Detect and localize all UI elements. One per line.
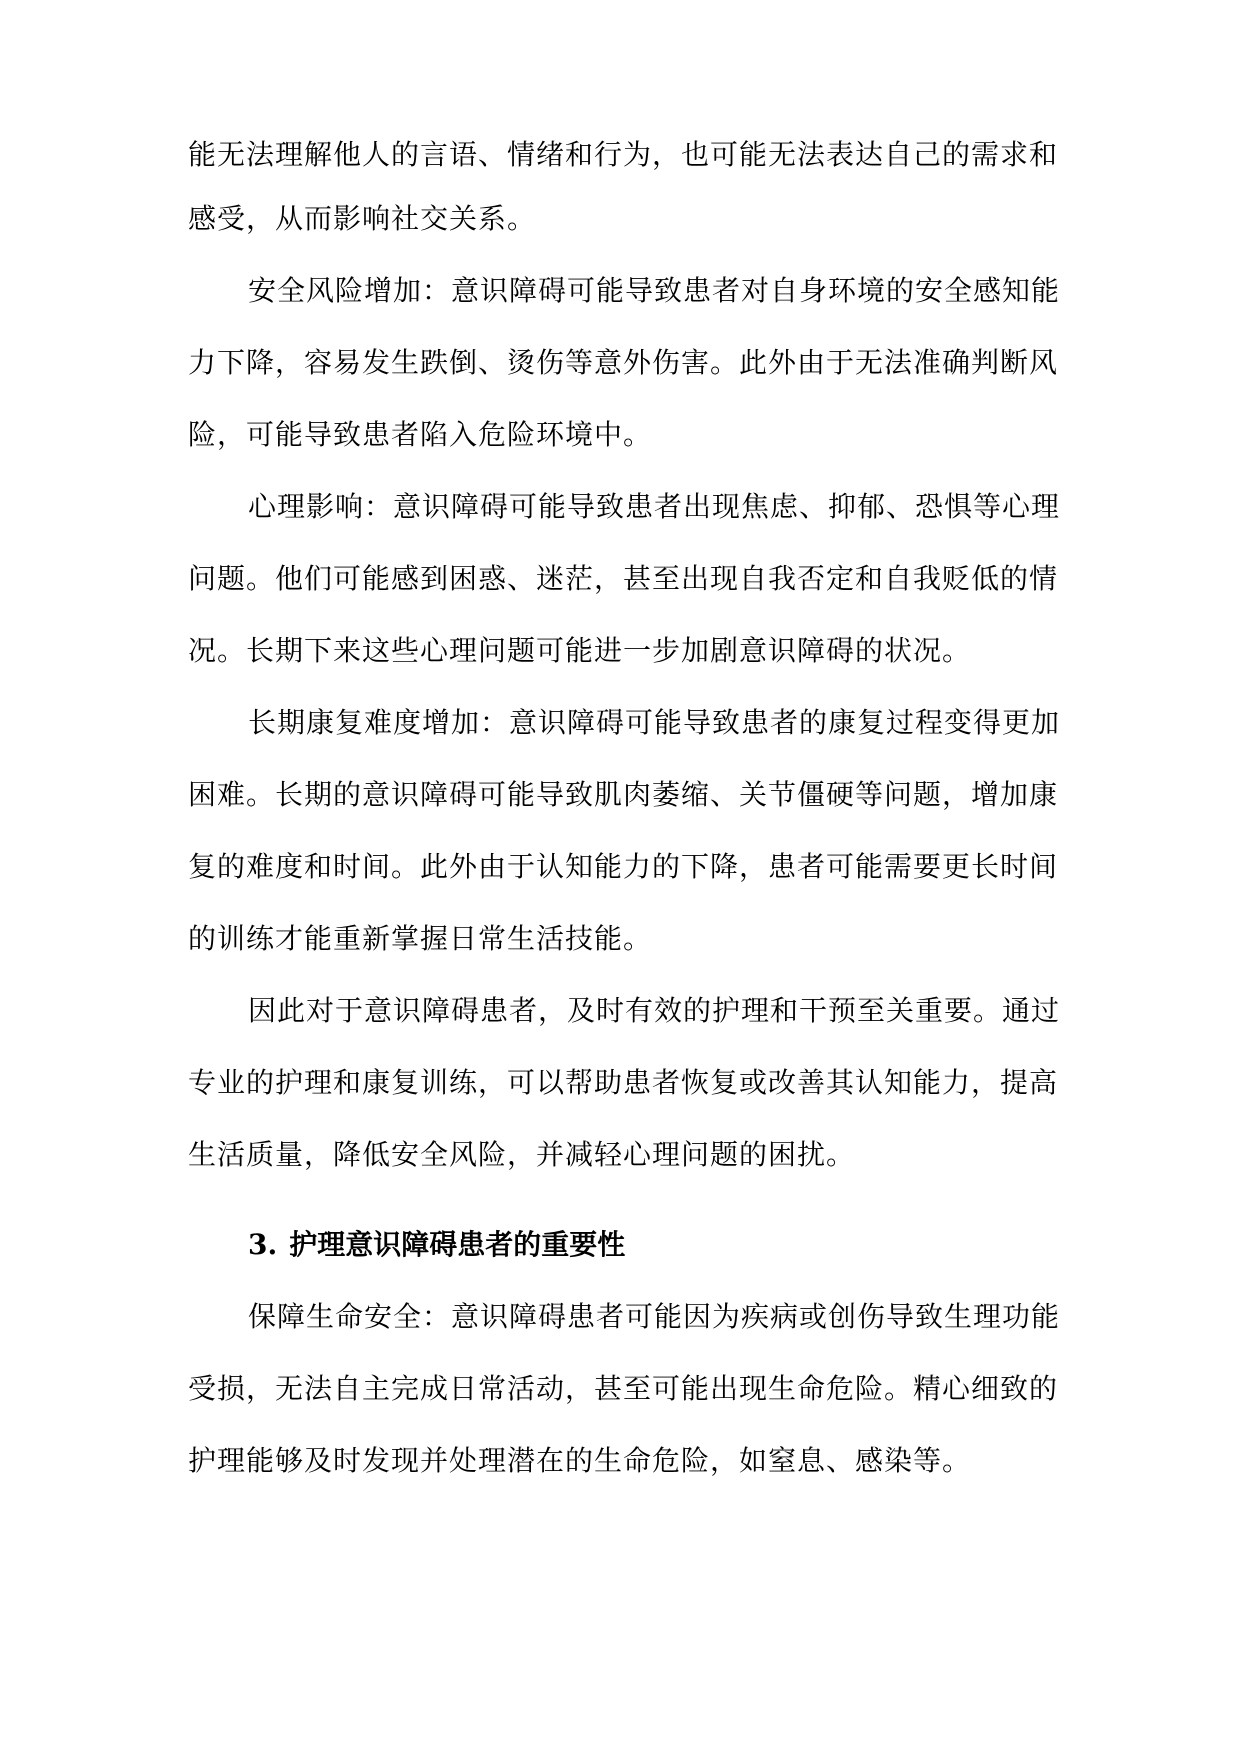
paragraph-line: 安全风险增加：意识障碍可能导致患者对自身环境的安全感知能: [248, 274, 1061, 307]
paragraph-line: 况。长期下来这些心理问题可能进一步加剧意识障碍的状况。: [188, 634, 972, 667]
paragraph-line: 问题。他们可能感到困惑、迷茫，甚至出现自我否定和自我贬低的情: [188, 562, 1059, 595]
paragraph-line: 的训练才能重新掌握日常生活技能。: [188, 922, 653, 955]
paragraph-line: 受损，无法自主完成日常活动，甚至可能出现生命危险。精心细致的: [188, 1372, 1059, 1405]
paragraph-line: 险，可能导致患者陷入危险环境中。: [188, 418, 653, 451]
paragraph-line: 长期康复难度增加：意识障碍可能导致患者的康复过程变得更加: [248, 706, 1061, 739]
paragraph-line: 因此对于意识障碍患者，及时有效的护理和干预至关重要。通过: [248, 994, 1061, 1027]
paragraph-line: 能无法理解他人的言语、情绪和行为，也可能无法表达自己的需求和: [188, 138, 1059, 171]
paragraph-line: 护理能够及时发现并处理潜在的生命危险，如窒息、感染等。: [188, 1444, 972, 1477]
paragraph-line: 保障生命安全：意识障碍患者可能因为疾病或创伤导致生理功能: [248, 1300, 1061, 1333]
section-title: 护理意识障碍患者的重要性: [289, 1228, 626, 1261]
paragraph-line: 困难。长期的意识障碍可能导致肌肉萎缩、关节僵硬等问题，增加康: [188, 778, 1059, 811]
paragraph-line: 心理影响：意识障碍可能导致患者出现焦虑、抑郁、恐惧等心理: [248, 490, 1061, 523]
paragraph-line: 复的难度和时间。此外由于认知能力的下降，患者可能需要更长时间: [188, 850, 1059, 883]
section-number: 3.: [248, 1228, 278, 1261]
paragraph-line: 生活质量，降低安全风险，并减轻心理问题的困扰。: [188, 1138, 856, 1171]
paragraph-line: 专业的护理和康复训练，可以帮助患者恢复或改善其认知能力，提高: [188, 1066, 1059, 1099]
section-heading: [248, 1227, 625, 1263]
paragraph-line: 力下降，容易发生跌倒、烫伤等意外伤害。此外由于无法准确判断风: [188, 346, 1059, 379]
paragraph-line: 感受，从而影响社交关系。: [188, 202, 537, 235]
